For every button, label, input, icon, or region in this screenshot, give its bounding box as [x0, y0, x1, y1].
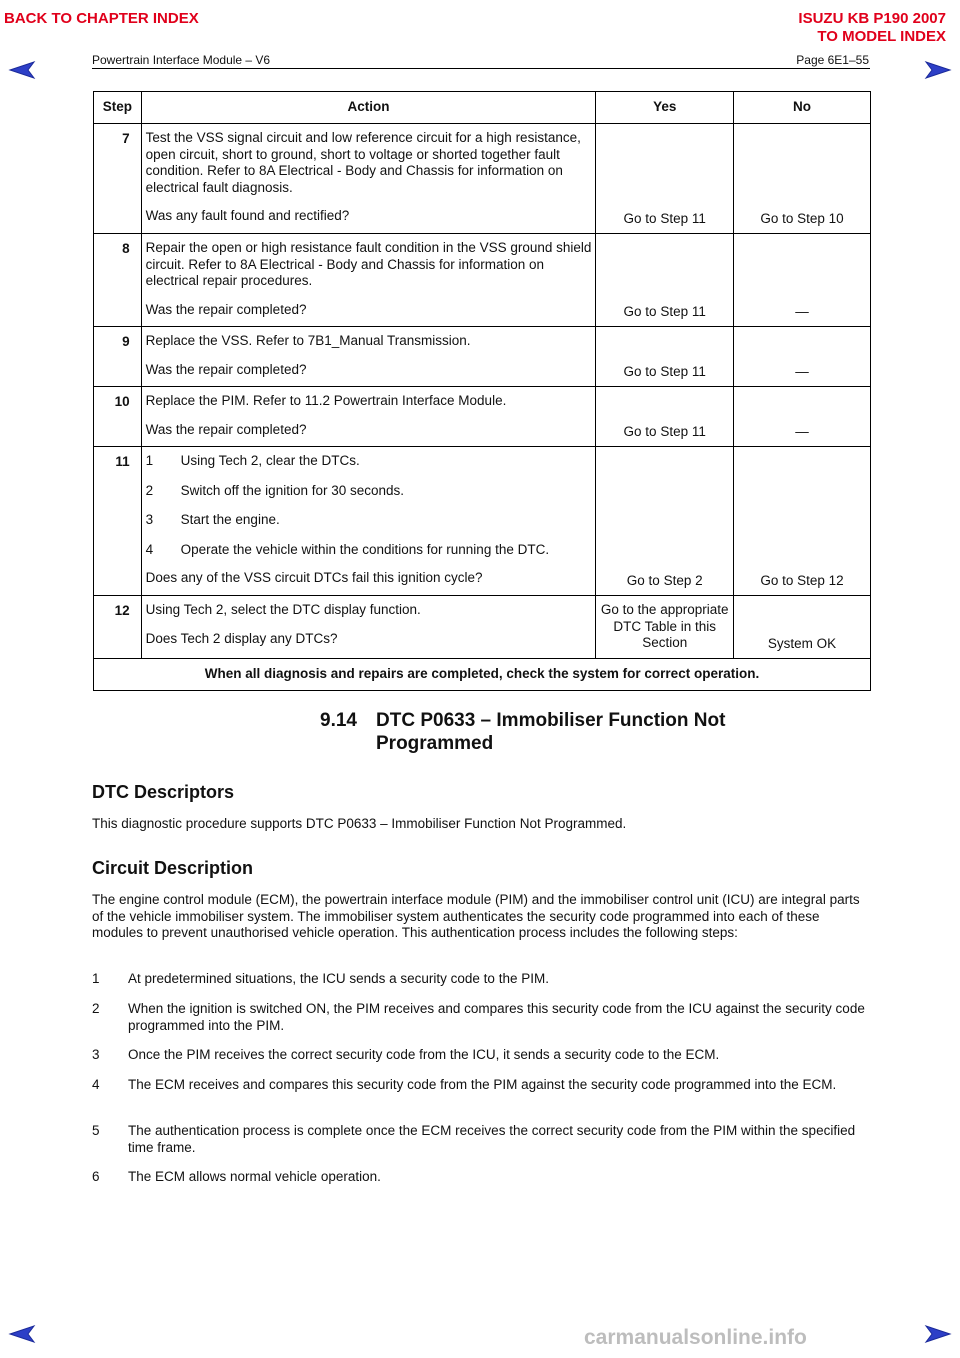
col-header-yes: Yes — [596, 92, 734, 124]
list-item-text: Operate the vehicle within the conditions for running the DTC. — [180, 541, 550, 557]
yes-result: Go to Step 2 — [596, 447, 734, 596]
action-cell — [141, 387, 596, 447]
list-item — [92, 1047, 872, 1064]
action-question: Does any of the VSS circuit DTCs fail this ignition cycle? — [145, 570, 483, 585]
circuit-description-heading: Circuit Description — [92, 858, 254, 878]
step-number-label: 8 — [122, 241, 130, 256]
list-item-text: The ECM receives and compares this security code from the PIM against the security code programmed into the ECM. — [128, 1077, 837, 1092]
action-text: Replace the PIM. Refer to 11.2 Powertrain Interface Module. — [145, 393, 507, 408]
list-item-text: When the ignition is switched ON, the PIM receives and compares this security code from the ICU against the security code programmed into the PIM. — [128, 1001, 865, 1033]
no-result: — — [733, 234, 870, 327]
step-number-label: 12 — [114, 603, 130, 618]
list-item — [92, 1169, 872, 1186]
table-row — [94, 124, 871, 234]
action-text: Test the VSS signal circuit and low reference circuit for a high resistance, open circuit, short to ground, short to voltage or shorted together fault condition. Refer to 8A Electrical - Body and Chassis for information on electrical fault diagnosis. — [145, 130, 581, 195]
page-number: Page 6E1–55 — [796, 53, 869, 67]
previous-page-bottom-arrow-icon[interactable] — [8, 1324, 36, 1344]
yes-result: Go to Step 11 — [596, 234, 734, 327]
no-result: System OK — [733, 596, 870, 659]
dtc-descriptors-text: This diagnostic procedure supports DTC P0633 – Immobiliser Function Not Programmed. — [92, 816, 627, 831]
action-text: Using Tech 2, select the DTC display function. — [145, 602, 421, 617]
table-footer-row — [94, 659, 871, 691]
action-question: Was any fault found and rectified? — [145, 208, 350, 223]
step-number — [94, 447, 142, 596]
diagnostic-steps-table — [93, 91, 871, 691]
action-cell — [141, 124, 596, 234]
section-number: 9.14 — [320, 710, 357, 731]
table-footer-note: When all diagnosis and repairs are completed, check the system for correct operation. — [94, 659, 871, 691]
table-row — [94, 447, 871, 596]
section-title-line2: Programmed — [376, 733, 494, 754]
list-item-text: At predetermined situations, the ICU sends a security code to the PIM. — [128, 971, 549, 986]
watermark: carmanualsonline.info — [584, 1326, 807, 1349]
table-row — [94, 596, 871, 659]
model-title-line2: TO MODEL INDEX — [817, 28, 946, 45]
list-item-number: 5 — [92, 1123, 100, 1138]
section-title — [320, 709, 725, 755]
list-item-number: 1 — [145, 453, 154, 468]
table-row — [94, 387, 871, 447]
step-number-label: 9 — [122, 334, 130, 349]
table-row — [94, 234, 871, 327]
list-item-text: Start the engine. — [180, 512, 280, 527]
yes-result: Go to Step 11 — [596, 124, 734, 234]
yes-result: Go to Step 11 — [596, 327, 734, 387]
list-item-text: Switch off the ignition for 30 seconds. — [180, 482, 405, 498]
list-item-text: The ECM allows normal vehicle operation. — [128, 1169, 381, 1184]
step-number — [94, 124, 142, 234]
list-item — [146, 483, 594, 500]
list-item-number: 4 — [92, 1077, 100, 1092]
action-cell — [141, 327, 596, 387]
next-page-arrow-icon[interactable] — [924, 60, 952, 80]
action-list — [146, 453, 594, 558]
action-text: Repair the open or high resistance fault condition in the VSS ground shield circuit. Refer to 8A Electrical - Body and Chassis for information on electrical repair procedures. — [145, 240, 592, 288]
header-rule — [92, 68, 870, 69]
table-row — [94, 327, 871, 387]
col-header-action: Action — [141, 92, 596, 124]
action-question: Was the repair completed? — [145, 361, 307, 377]
list-item — [92, 1123, 872, 1156]
action-question: Does Tech 2 display any DTCs? — [145, 630, 338, 646]
action-text: Replace the VSS. Refer to 7B1_Manual Transmission. — [145, 333, 471, 348]
list-item-number: 4 — [145, 541, 154, 557]
list-item-number: 6 — [92, 1169, 100, 1184]
list-item-text: Using Tech 2, clear the DTCs. — [180, 453, 360, 468]
yes-result: Go to the appropriate DTC Table in this Section — [596, 596, 734, 659]
step-number — [94, 327, 142, 387]
list-item — [146, 542, 594, 559]
step-number-label: 10 — [114, 394, 130, 409]
list-item-text: Once the PIM receives the correct security code from the ICU, it sends a security code to the ECM. — [128, 1047, 720, 1062]
model-index-link[interactable] — [798, 10, 946, 46]
section-title-line1: DTC P0633 – Immobiliser Function Not — [376, 710, 726, 731]
step-number-label: 11 — [115, 454, 130, 469]
col-header-step: Step — [94, 92, 142, 124]
step-number-label: 7 — [122, 131, 130, 146]
col-header-no: No — [733, 92, 870, 124]
yes-result: Go to Step 11 — [596, 387, 734, 447]
action-cell — [141, 234, 596, 327]
table-header-row — [94, 92, 871, 124]
list-item — [92, 971, 872, 988]
list-item-number: 3 — [92, 1047, 100, 1062]
no-result: — — [733, 327, 870, 387]
action-question: Was the repair completed? — [145, 421, 307, 437]
back-to-chapter-index-link[interactable]: BACK TO CHAPTER INDEX — [4, 10, 199, 27]
action-cell — [141, 447, 596, 596]
list-item — [92, 1077, 872, 1094]
no-result: — — [733, 387, 870, 447]
list-item — [92, 1001, 872, 1034]
circuit-description-intro: The engine control module (ECM), the powertrain interface module (PIM) and the immobiliser control unit (ICU) are integral parts of the vehicle immobiliser system. The immobiliser system authenticates the security code programmed into each of these modules to prevent unauthorised vehicle operation. This authentication process includes the following steps: — [92, 892, 860, 940]
list-item-number: 3 — [145, 512, 154, 527]
list-item — [146, 453, 594, 470]
dtc-descriptors-heading: DTC Descriptors — [92, 782, 235, 802]
action-cell — [141, 596, 596, 659]
step-number — [94, 596, 142, 659]
step-number — [94, 387, 142, 447]
step-number — [94, 234, 142, 327]
list-item-number: 2 — [92, 1001, 100, 1016]
list-item-text: The authentication process is complete once the ECM receives the correct security code from the PIM within the specified time frame. — [128, 1123, 856, 1155]
running-header-title: Powertrain Interface Module – V6 — [92, 53, 271, 67]
list-item-number: 1 — [92, 971, 100, 986]
no-result: Go to Step 12 — [733, 447, 870, 596]
previous-page-arrow-icon[interactable] — [8, 60, 36, 80]
list-item-number: 2 — [145, 482, 154, 498]
action-question: Was the repair completed? — [145, 301, 307, 317]
next-page-bottom-arrow-icon[interactable] — [924, 1324, 952, 1344]
no-result: Go to Step 10 — [733, 124, 870, 234]
list-item — [146, 512, 594, 529]
model-title-line1: ISUZU KB P190 2007 — [798, 10, 946, 27]
